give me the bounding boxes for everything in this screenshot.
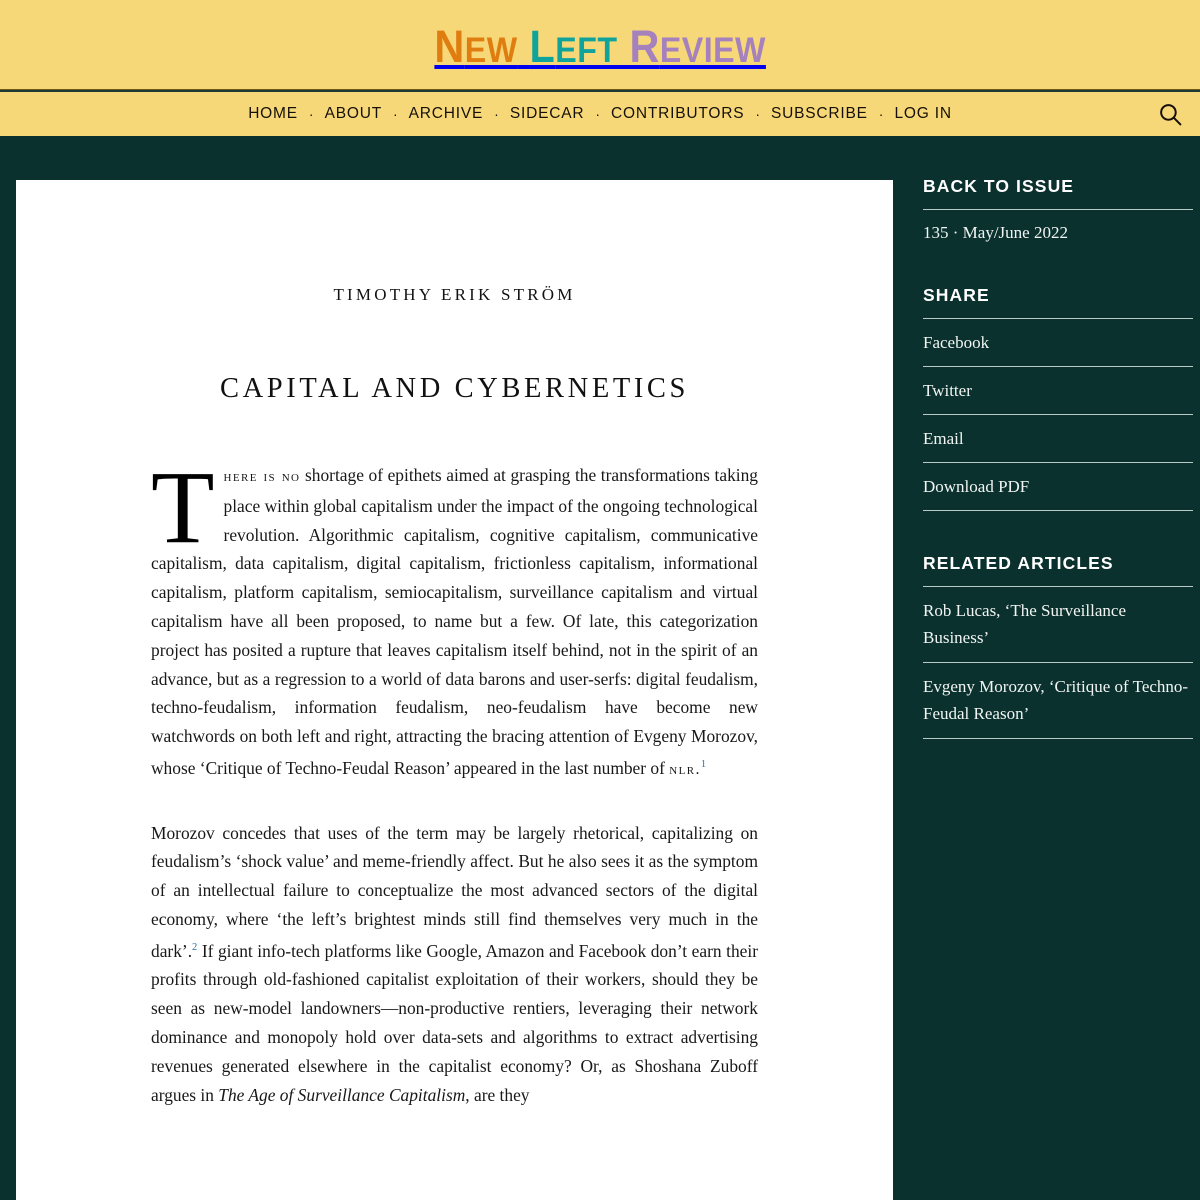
site-logo[interactable]: NEW LEFT REVIEW (434, 20, 766, 72)
article-sidebar (923, 176, 1193, 781)
share-link-twitter[interactable]: Twitter (923, 367, 1193, 415)
footnote-marker-1[interactable]: 1 (700, 758, 707, 770)
drop-cap: T (151, 450, 215, 565)
paragraph-2-text-a: Morozov concedes that uses of the term may be largely rhetorical, capitalizing on feudalism’s ‘shock value’ and meme-friendly affect. But he also sees it as the symptom of an intellectual failure to conceptualize the most advanced sectors of the digital economy, where ‘the left’s brightest minds still find themselves very much in the dark’. (151, 822, 758, 961)
paragraph-2-text-c: , are they (465, 1084, 530, 1105)
back-to-issue-heading[interactable]: BACK TO ISSUE (923, 176, 1193, 210)
search-button[interactable] (1154, 98, 1186, 130)
search-icon (1158, 102, 1183, 127)
share-link-email[interactable]: Email (923, 415, 1193, 463)
related-article-rob-lucas[interactable]: Rob Lucas, ‘The Surveillance Business’ (923, 587, 1193, 663)
footnote-marker-2[interactable]: 2 (192, 941, 198, 953)
nav-separator: · (494, 106, 499, 122)
paragraph-2-text-b: If giant info-tech platforms like Google, Amazon and Facebook don’t earn their profits through old-fashioned capitalist exploitation of their workers, should they be seen as new-model landowners—non-productive rentiers, leveraging their network dominance and monopoly hold over data-sets and algorithms to extract advertising revenues generated elsewhere in the capitalist economy? Or, as Shoshana Zuboff argues in (151, 940, 758, 1105)
nav-separator: · (595, 106, 601, 122)
share-heading: SHARE (923, 285, 1193, 319)
share-block (923, 285, 1193, 511)
page-body (0, 138, 1200, 1200)
article-panel (16, 180, 893, 1200)
nav-item-subscribe[interactable]: SUBSCRIBE (771, 105, 868, 122)
nav-separator: · (878, 106, 884, 122)
nav-item-contributors[interactable]: CONTRIBUTORS (611, 105, 745, 122)
nav-item-home[interactable]: HOME (248, 105, 298, 122)
issue-number-date[interactable]: 135 · May/June 2022 (923, 223, 1068, 242)
site-masthead (0, 0, 1200, 92)
download-pdf-link[interactable]: Download PDF (923, 463, 1193, 511)
share-link-facebook[interactable]: Facebook (923, 319, 1193, 367)
paragraph-spacer (151, 801, 758, 819)
nav-item-log-in[interactable]: LOG IN (894, 105, 952, 122)
related-articles-block (923, 553, 1193, 739)
article-paragraph-2 (151, 819, 758, 1110)
main-navigation (0, 92, 1200, 138)
back-to-issue-block (923, 176, 1193, 243)
opening-small-caps: here is no (223, 468, 301, 485)
nav-separator: · (308, 106, 314, 122)
article-body (151, 450, 758, 1109)
related-article-evgeny-morozov[interactable]: Evgeny Morozov, ‘Critique of Techno-Feudal Reason’ (923, 663, 1193, 739)
article-title: CAPITAL AND CYBERNETICS (220, 373, 689, 404)
nav-separator: · (755, 106, 761, 122)
article-author: TIMOTHY ERIK STRÖM (333, 285, 576, 304)
nav-item-about[interactable]: ABOUT (324, 105, 382, 122)
book-title-surveillance-capitalism: The Age of Surveillance Capitalism (218, 1084, 466, 1105)
paragraph-1-text: shortage of epithets aimed at grasping the transformations taking place within global capitalism under the impact of the ongoing technological revolution. Algorithmic capitalism, cognitive capitalism, communicative capitalism, data capitalism, digital capitalism, frictionless capitalism, informational capitalism, platform capitalism, semiocapitalism, surveillance capitalism and virtual capitalism have all been proposed, to name but a few. Of late, this categorization project has posited a rupture that leaves capitalism itself behind, not in the spirit of an advance, but as a regression to a world of data barons and user-serfs: digital feudalism, techno-feudalism, information feudalism, neo-feudalism have become new watchwords on both left and right, attracting the bracing attention of Evgeny Morozov, whose ‘Critique of Techno-Feudal Reason’ appeared in the last number of (151, 465, 758, 778)
nav-separator: · (392, 106, 398, 122)
nav-item-sidecar[interactable]: SIDECAR (509, 105, 585, 122)
nav-item-archive[interactable]: ARCHIVE (408, 105, 484, 122)
article-paragraph-1 (151, 450, 758, 785)
related-articles-heading: RELATED ARTICLES (923, 553, 1193, 587)
nlr-mention: nlr. (669, 760, 701, 778)
nav-links-container (240, 105, 960, 123)
